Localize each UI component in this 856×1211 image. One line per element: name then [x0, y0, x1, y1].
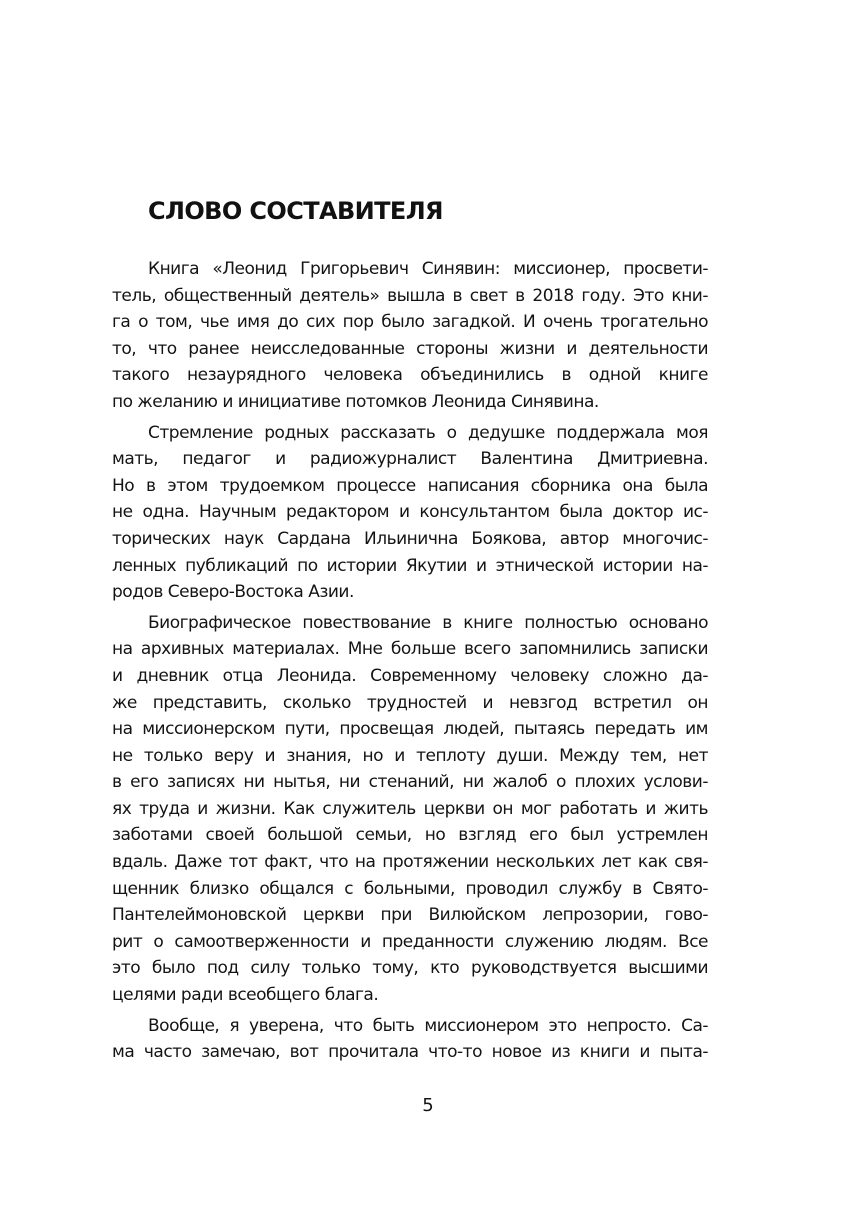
text-line: не только веру и знания, но и теплоту души. Между тем, нет [112, 745, 708, 766]
text-line: ленных публикаций по истории Якутии и этнической истории на- [112, 555, 708, 576]
text-line: Биографическое повествование в книге полностью основано [148, 612, 708, 633]
paragraph [112, 256, 708, 416]
page-title: СЛОВО СОСТАВИТЕЛЯ [148, 197, 443, 225]
text-line: не одна. Научным редактором и консультантом была доктор ис- [112, 502, 708, 523]
text-line: Стремление родных рассказать о дедушке поддержала моя [148, 422, 708, 443]
text-line: вдаль. Даже тот факт, что на протяжении нескольких лет как свя- [112, 852, 708, 873]
text-line: ях труда и жизни. Как служитель церкви он мог работать и жить [112, 798, 708, 819]
text-line: мать, педагог и радиожурналист Валентина Дмитриевна. [112, 449, 708, 470]
page-number: 5 [422, 1095, 434, 1116]
text-line: и дневник отца Леонида. Современному человеку сложно да- [112, 665, 708, 686]
text-line: заботами своей большой семьи, но взгляд его был устремлен [112, 825, 708, 846]
text-line: Книга «Леонид Григорьевич Синявин: миссионер, просвети- [148, 259, 708, 279]
text-line: торических наук Сардана Ильинична Боякова, автор многочис- [112, 528, 708, 549]
text-line: же представить, сколько трудностей и невзгод встретил он [112, 692, 708, 713]
text-line: га о том, чье имя до сих пор было загадкой. И очень трогательно [112, 312, 708, 333]
text-line: тель, общественный деятель» вышла в свет в 2018 году. Это кни- [112, 285, 708, 306]
text-line: щенник близко общался с больными, проводил службу в Свято- [112, 878, 708, 899]
text-line: на миссионерском пути, просвещая людей, пытаясь передать им [112, 719, 708, 740]
text-line: Пантелеймоновской церкви при Вилюйском лепрозории, гово- [112, 905, 708, 926]
text-line: в его записях ни нытья, ни стенаний, ни жалоб о плохих услови- [112, 772, 708, 793]
paragraph [112, 610, 708, 1009]
body-text [112, 256, 708, 1070]
paragraph [112, 420, 708, 606]
text-line: ма часто замечаю, вот прочитала что-то новое из книги и пыта- [112, 1042, 708, 1063]
paragraph [112, 1013, 708, 1066]
text-line: такого незаурядного человека объединились в одной книге [112, 365, 708, 386]
text-line: это было под силу только тому, кто руководствуется высшими [112, 958, 708, 979]
text-line: по желанию и инициативе потомков Леонида Синявина. [112, 391, 599, 412]
text-line: целями ради всеобщего блага. [112, 985, 379, 1006]
text-line: Но в этом трудоемком процессе написания сборника она была [112, 475, 708, 496]
text-line: то, что ранее неисследованные стороны жизни и деятельности [112, 338, 708, 359]
text-line: на архивных материалах. Мне больше всего запомнились записки [112, 639, 708, 660]
text-line: рит о самоотверженности и преданности служению людям. Все [112, 931, 708, 952]
text-line: родов Северо-Востока Азии. [112, 582, 354, 603]
text-line: Вообще, я уверена, что быть миссионером это непросто. Са- [148, 1015, 708, 1036]
